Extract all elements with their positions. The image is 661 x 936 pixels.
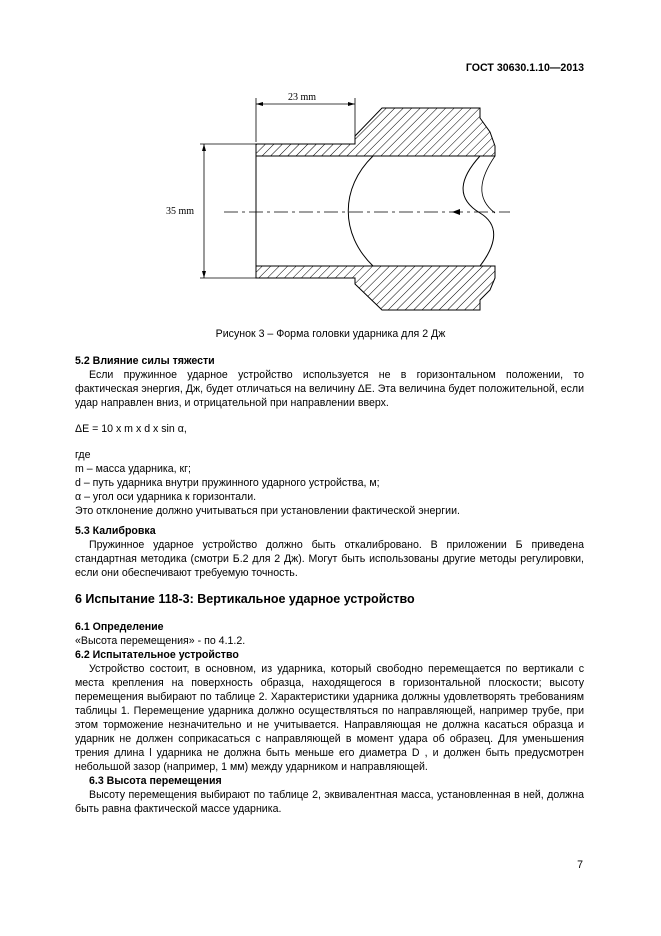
- figure-caption: Рисунок 3 – Форма головки ударника для 2 Дж: [215, 328, 446, 340]
- section-6-1-text: «Высота перемещения» - по 4.1.2.: [75, 635, 246, 647]
- sphere-surface: [348, 156, 373, 266]
- def-d: d – путь ударника внутри пружинного ударного устройства, м;: [75, 477, 380, 489]
- document-body: [75, 354, 584, 816]
- section-5-2-title: 5.2 Влияние силы тяжести: [75, 355, 215, 367]
- bottom-wall: [256, 266, 495, 310]
- section-5-3-title: 5.3 Калибровка: [75, 525, 156, 537]
- section-6-1-title: 6.1 Определение: [75, 621, 164, 633]
- deviation-note: Это отклонение должно учитываться при установлении фактической энергии.: [75, 505, 460, 517]
- break-line: [463, 156, 494, 266]
- section-6-title: 6 Испытание 118-3: Вертикальное ударное устройство: [75, 592, 415, 606]
- dim-left-label: 35 mm: [166, 206, 195, 217]
- formula: ΔE = 10 x m x d x sin α,: [75, 423, 187, 435]
- section-6-3-text: Высоту перемещения выбирают по таблице 2, эквивалентная масса, установленная в ней, должна быть равна фактической массе ударника.: [75, 789, 584, 815]
- document-header: ГОСТ 30630.1.10—2013: [465, 62, 584, 74]
- striker-head-drawing: [160, 88, 520, 313]
- page-number: 7: [577, 859, 583, 871]
- top-wall: [256, 108, 495, 156]
- section-6-2-title: 6.2 Испытательное устройство: [75, 649, 239, 661]
- section-6-2-text: Устройство состоит, в основном, из ударника, который свободно перемещается по вертикали с места крепления на поверхность образца, находящегося в горизонтальной плоскости; высоту перемещения выбирают по таблице 2. Характеристики ударника должны удовлетворять требованиям таблицы 1. Перемещение ударника должно осуществляться по направляющей, например трубе, при этом торможение незначительно и не учитывается. Направляющая не должна касаться образца и ударник не должен соприкасаться с направляющей в момент удара об образец. Для уменьшения трения длина l ударника не должна быть меньше его диаметра D , и должен быть предусмотрен небольшой зазор (например, 1 мм) между ударником и направляющей.: [75, 663, 584, 773]
- dim-top-label: 23 mm: [288, 92, 317, 103]
- section-5-3-paragraph: Пружинное ударное устройство должно быть откалибровано. В приложении Б приведена стандартная методика (смотри Б.2 для 2 Дж). Могут быть использованы другие методы регулировки, если они обеспечивают требуемую точность.: [75, 539, 584, 579]
- where-label: где: [75, 449, 91, 461]
- section-6-3-title: 6.3 Высота перемещения: [89, 775, 222, 787]
- section-5-2-paragraph: Если пружинное ударное устройство используется не в горизонтальном положении, то фактическая энергия, Дж, будет отличаться на величину ΔE. Эта величина будет положительной, если удар направлен вниз, и отрицательной при направлении вверх.: [75, 369, 584, 409]
- def-m: m – масса ударника, кг;: [75, 463, 191, 475]
- def-alpha: α – угол оси ударника к горизонтали.: [75, 491, 257, 503]
